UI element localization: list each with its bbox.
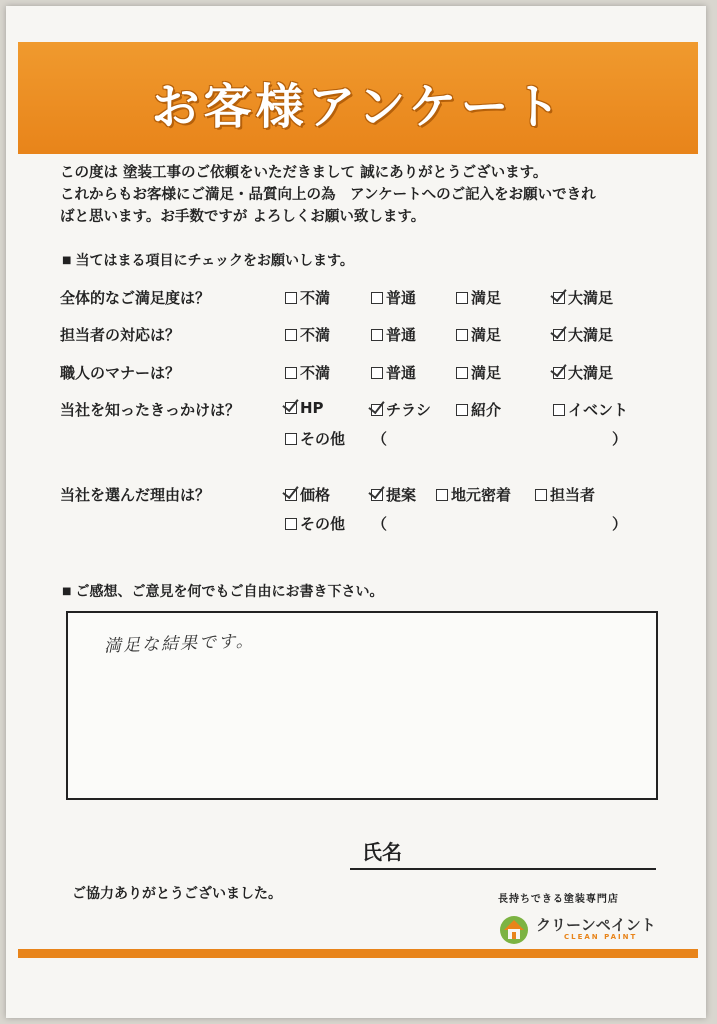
section-heading-checks bbox=[62, 250, 354, 270]
checkbox-icon[interactable] bbox=[456, 329, 468, 341]
option-checkbox[interactable] bbox=[456, 324, 501, 345]
page-title: お客様アンケート bbox=[151, 79, 565, 135]
option-checkbox[interactable] bbox=[535, 484, 595, 505]
option-checkbox[interactable] bbox=[285, 362, 330, 383]
other-paren-close: ） bbox=[612, 515, 628, 533]
option-other-checkbox[interactable] bbox=[285, 428, 345, 449]
intro-text bbox=[60, 162, 680, 228]
option-checkbox[interactable] bbox=[553, 399, 628, 420]
house-leaf-icon bbox=[496, 910, 532, 946]
option-label: HP bbox=[300, 399, 324, 417]
option-checkbox[interactable] bbox=[371, 399, 431, 420]
option-label: 満足 bbox=[471, 289, 502, 307]
checkbox-icon[interactable] bbox=[436, 489, 448, 501]
option-label: 地元密着 bbox=[451, 486, 512, 504]
intro-line: この度は 塗装工事のご依頼をいただきまして 誠にありがとうございます。 bbox=[60, 165, 548, 181]
option-label: 大満足 bbox=[568, 326, 614, 344]
checkbox-checked-icon[interactable] bbox=[371, 404, 383, 416]
option-checkbox[interactable] bbox=[456, 362, 501, 383]
option-label: 不満 bbox=[300, 289, 331, 307]
option-checkbox[interactable] bbox=[456, 287, 501, 308]
checkbox-icon[interactable] bbox=[456, 367, 468, 379]
checkbox-icon[interactable] bbox=[535, 489, 547, 501]
checkbox-icon[interactable] bbox=[456, 292, 468, 304]
option-label: 紹介 bbox=[471, 401, 502, 419]
option-checkbox[interactable] bbox=[371, 362, 416, 383]
option-label: 満足 bbox=[471, 326, 502, 344]
title-banner bbox=[18, 42, 698, 154]
checkbox-icon[interactable] bbox=[285, 518, 297, 530]
checkbox-icon[interactable] bbox=[553, 404, 565, 416]
checkbox-icon[interactable] bbox=[285, 292, 297, 304]
other-paren-close: ） bbox=[612, 430, 628, 448]
option-checkbox[interactable] bbox=[436, 484, 511, 505]
other-paren-open: （ bbox=[372, 515, 388, 533]
option-other-checkbox[interactable] bbox=[285, 513, 345, 534]
section-heading-comments bbox=[62, 581, 383, 601]
checkbox-icon[interactable] bbox=[371, 292, 383, 304]
option-label: 満足 bbox=[471, 364, 502, 382]
question-why-chosen: 当社を選んだ理由は？ bbox=[60, 486, 211, 504]
checkbox-icon[interactable] bbox=[285, 433, 297, 445]
question-manners: 職人のマナーは？ bbox=[60, 364, 181, 382]
option-label: 価格 bbox=[300, 486, 331, 504]
checkbox-checked-icon[interactable] bbox=[553, 292, 565, 304]
comment-textarea[interactable] bbox=[66, 611, 658, 800]
option-checkbox[interactable] bbox=[371, 324, 416, 345]
name-field-line[interactable] bbox=[350, 868, 656, 870]
checkbox-checked-icon[interactable] bbox=[285, 489, 297, 501]
checkbox-checked-icon[interactable] bbox=[371, 489, 383, 501]
checkbox-icon[interactable] bbox=[371, 367, 383, 379]
survey-sheet bbox=[6, 6, 706, 1018]
option-label: 担当者 bbox=[550, 486, 596, 504]
option-checkbox[interactable] bbox=[553, 287, 613, 308]
option-label: 大満足 bbox=[568, 364, 614, 382]
option-label: 提案 bbox=[386, 486, 417, 504]
checkbox-icon[interactable] bbox=[371, 329, 383, 341]
option-checkbox[interactable] bbox=[371, 484, 416, 505]
name-field-label: 氏名 bbox=[362, 840, 402, 864]
question-how-found: 当社を知ったきっかけは？ bbox=[60, 401, 241, 419]
option-checkbox[interactable] bbox=[371, 287, 416, 308]
brand-logo bbox=[496, 910, 666, 946]
checkbox-icon[interactable] bbox=[285, 367, 297, 379]
option-checkbox[interactable] bbox=[285, 399, 324, 417]
brand-subtitle: CLEAN PAINT bbox=[564, 933, 638, 941]
checkbox-icon[interactable] bbox=[456, 404, 468, 416]
question-staff: 担当者の対応は？ bbox=[60, 326, 181, 344]
brand-name: クリーンペイント bbox=[536, 916, 656, 934]
section-heading-text: 当てはまる項目にチェックをお願いします。 bbox=[75, 253, 354, 269]
option-checkbox[interactable] bbox=[285, 484, 330, 505]
option-label: その他 bbox=[300, 430, 346, 448]
option-label: 普通 bbox=[386, 289, 417, 307]
square-bullet-icon: ■ bbox=[62, 255, 72, 266]
checkbox-checked-icon[interactable] bbox=[285, 402, 297, 414]
option-checkbox[interactable] bbox=[553, 362, 613, 383]
option-checkbox[interactable] bbox=[553, 324, 613, 345]
option-checkbox[interactable] bbox=[285, 287, 330, 308]
option-label: その他 bbox=[300, 515, 346, 533]
thanks-message: ご協力ありがとうございました。 bbox=[72, 886, 282, 902]
option-checkbox[interactable] bbox=[456, 399, 501, 420]
checkbox-checked-icon[interactable] bbox=[553, 367, 565, 379]
square-bullet-icon: ■ bbox=[62, 586, 72, 597]
option-label: イベント bbox=[568, 401, 629, 419]
option-checkbox[interactable] bbox=[285, 324, 330, 345]
option-label: 不満 bbox=[300, 326, 331, 344]
brand-tagline: 長持ちできる塗装専門店 bbox=[498, 894, 619, 905]
checkbox-checked-icon[interactable] bbox=[553, 329, 565, 341]
intro-line: ばと思います。お手数ですが よろしくお願い致します。 bbox=[60, 209, 426, 225]
other-paren-open: （ bbox=[372, 430, 388, 448]
checkbox-icon[interactable] bbox=[285, 329, 297, 341]
footer-band bbox=[18, 949, 698, 958]
option-label: チラシ bbox=[386, 401, 432, 419]
option-label: 大満足 bbox=[568, 289, 614, 307]
intro-line: これからもお客様にご満足・品質向上の為 アンケートへのご記入をお願いできれ bbox=[60, 187, 596, 203]
section-heading-text: ご感想、ご意見を何でもご自由にお書き下さい。 bbox=[75, 584, 384, 600]
option-label: 不満 bbox=[300, 364, 331, 382]
question-overall: 全体的なご満足度は？ bbox=[60, 289, 211, 307]
option-label: 普通 bbox=[386, 326, 417, 344]
comment-handwritten-text: 満足な結果です。 bbox=[103, 631, 256, 657]
option-label: 普通 bbox=[386, 364, 417, 382]
